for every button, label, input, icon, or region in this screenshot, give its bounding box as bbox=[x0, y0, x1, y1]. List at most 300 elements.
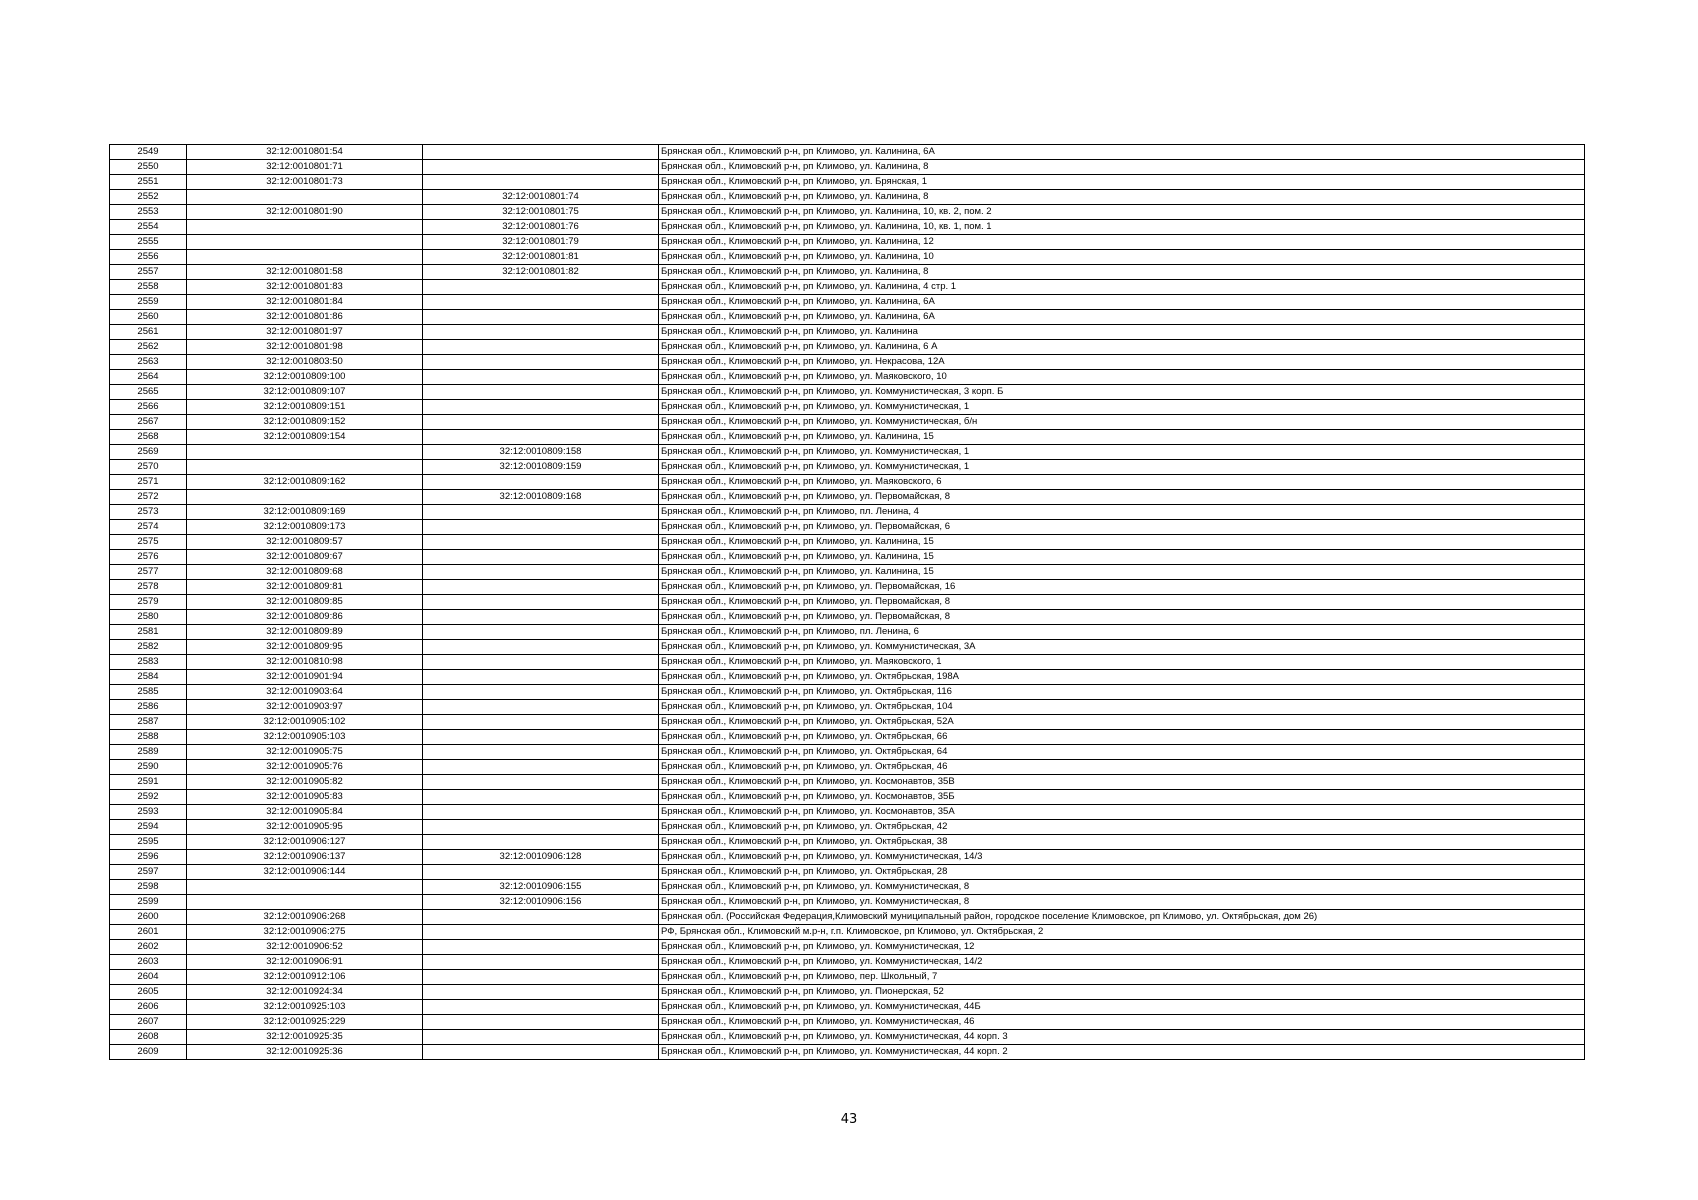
row-number-cell: 2569 bbox=[110, 445, 187, 460]
table-row bbox=[110, 895, 1585, 910]
address-cell: Брянская обл., Климовский р-н, рп Климово, ул. Калинина, 10, кв. 2, пом. 2 bbox=[659, 205, 1585, 220]
cadastral-number-cell: 32:12:0010912:106 bbox=[187, 970, 423, 985]
cadastral-number-cell: 32:12:0010809:95 bbox=[187, 640, 423, 655]
parent-cadastral-number-cell bbox=[423, 355, 659, 370]
row-number-cell: 2583 bbox=[110, 655, 187, 670]
parent-cadastral-number-cell bbox=[423, 550, 659, 565]
parent-cadastral-number-cell bbox=[423, 640, 659, 655]
parent-cadastral-number-cell bbox=[423, 700, 659, 715]
row-number-cell: 2565 bbox=[110, 385, 187, 400]
address-cell: Брянская обл., Климовский р-н, рп Климово, ул. Коммунистическая, б/н bbox=[659, 415, 1585, 430]
row-number-cell: 2587 bbox=[110, 715, 187, 730]
row-number-cell: 2568 bbox=[110, 430, 187, 445]
parent-cadastral-number-cell bbox=[423, 430, 659, 445]
cadastral-number-cell: 32:12:0010903:64 bbox=[187, 685, 423, 700]
address-cell: Брянская обл., Климовский р-н, рп Климово, ул. Космонавтов, 35В bbox=[659, 775, 1585, 790]
parent-cadastral-number-cell bbox=[423, 325, 659, 340]
row-number-cell: 2602 bbox=[110, 940, 187, 955]
parent-cadastral-number-cell bbox=[423, 475, 659, 490]
cadastral-number-cell: 32:12:0010906:144 bbox=[187, 865, 423, 880]
table-row bbox=[110, 205, 1585, 220]
address-cell: Брянская обл., Климовский р-н, рп Климово, ул. Космонавтов, 35А bbox=[659, 805, 1585, 820]
cadastral-number-cell: 32:12:0010905:76 bbox=[187, 760, 423, 775]
parent-cadastral-number-cell: 32:12:0010906:156 bbox=[423, 895, 659, 910]
parent-cadastral-number-cell: 32:12:0010809:159 bbox=[423, 460, 659, 475]
row-number-cell: 2582 bbox=[110, 640, 187, 655]
cadastral-number-cell: 32:12:0010925:229 bbox=[187, 1015, 423, 1030]
parent-cadastral-number-cell bbox=[423, 145, 659, 160]
address-cell: Брянская обл., Климовский р-н, рп Климово, ул. Октябрьская, 104 bbox=[659, 700, 1585, 715]
table-row bbox=[110, 430, 1585, 445]
row-number-cell: 2580 bbox=[110, 610, 187, 625]
address-cell: Брянская обл., Климовский р-н, рп Климово, ул. Первомайская, 8 bbox=[659, 610, 1585, 625]
table-row bbox=[110, 535, 1585, 550]
row-number-cell: 2595 bbox=[110, 835, 187, 850]
table-row bbox=[110, 850, 1585, 865]
address-cell: Брянская обл., Климовский р-н, рп Климово, ул. Первомайская, 6 bbox=[659, 520, 1585, 535]
row-number-cell: 2606 bbox=[110, 1000, 187, 1015]
table-row bbox=[110, 880, 1585, 895]
address-cell: Брянская обл., Климовский р-н, рп Климово, ул. Калинина, 6 А bbox=[659, 340, 1585, 355]
row-number-cell: 2567 bbox=[110, 415, 187, 430]
cadastral-number-cell: 32:12:0010801:84 bbox=[187, 295, 423, 310]
parent-cadastral-number-cell: 32:12:0010801:81 bbox=[423, 250, 659, 265]
parent-cadastral-number-cell bbox=[423, 280, 659, 295]
parent-cadastral-number-cell bbox=[423, 160, 659, 175]
address-cell: Брянская обл., Климовский р-н, рп Климово, ул. Коммунистическая, 14/3 bbox=[659, 850, 1585, 865]
address-cell: Брянская обл., Климовский р-н, рп Климово, ул. Первомайская, 8 bbox=[659, 595, 1585, 610]
parent-cadastral-number-cell bbox=[423, 955, 659, 970]
row-number-cell: 2562 bbox=[110, 340, 187, 355]
table-row bbox=[110, 745, 1585, 760]
table-row bbox=[110, 445, 1585, 460]
table-row bbox=[110, 370, 1585, 385]
table-row bbox=[110, 805, 1585, 820]
address-cell: Брянская обл., Климовский р-н, рп Климово, ул. Первомайская, 16 bbox=[659, 580, 1585, 595]
cadastral-number-cell bbox=[187, 880, 423, 895]
address-cell: Брянская обл., Климовский р-н, рп Климово, ул. Калинина, 6А bbox=[659, 145, 1585, 160]
address-cell: Брянская обл., Климовский р-н, рп Климово, ул. Маяковского, 6 bbox=[659, 475, 1585, 490]
parent-cadastral-number-cell: 32:12:0010906:128 bbox=[423, 850, 659, 865]
row-number-cell: 2577 bbox=[110, 565, 187, 580]
row-number-cell: 2570 bbox=[110, 460, 187, 475]
cadastral-number-cell: 32:12:0010906:275 bbox=[187, 925, 423, 940]
table-row bbox=[110, 520, 1585, 535]
row-number-cell: 2573 bbox=[110, 505, 187, 520]
cadastral-number-cell bbox=[187, 490, 423, 505]
cadastral-number-cell: 32:12:0010809:89 bbox=[187, 625, 423, 640]
row-number-cell: 2560 bbox=[110, 310, 187, 325]
cadastral-number-cell: 32:12:0010901:94 bbox=[187, 670, 423, 685]
address-cell: Брянская обл., Климовский р-н, рп Климово, ул. Октябрьская, 42 bbox=[659, 820, 1585, 835]
row-number-cell: 2576 bbox=[110, 550, 187, 565]
parent-cadastral-number-cell bbox=[423, 505, 659, 520]
parent-cadastral-number-cell bbox=[423, 655, 659, 670]
row-number-cell: 2556 bbox=[110, 250, 187, 265]
parent-cadastral-number-cell bbox=[423, 175, 659, 190]
row-number-cell: 2607 bbox=[110, 1015, 187, 1030]
table-row bbox=[110, 490, 1585, 505]
cadastral-number-cell bbox=[187, 190, 423, 205]
table-row bbox=[110, 940, 1585, 955]
parent-cadastral-number-cell bbox=[423, 1015, 659, 1030]
cadastral-number-cell: 32:12:0010803:50 bbox=[187, 355, 423, 370]
parent-cadastral-number-cell bbox=[423, 985, 659, 1000]
address-cell: Брянская обл., Климовский р-н, рп Климово, ул. Калинина, 15 bbox=[659, 550, 1585, 565]
table-row bbox=[110, 790, 1585, 805]
address-cell: Брянская обл., Климовский р-н, рп Климово, ул. Некрасова, 12А bbox=[659, 355, 1585, 370]
row-number-cell: 2588 bbox=[110, 730, 187, 745]
parent-cadastral-number-cell: 32:12:0010801:74 bbox=[423, 190, 659, 205]
address-cell: Брянская обл., Климовский р-н, рп Климово, ул. Коммунистическая, 14/2 bbox=[659, 955, 1585, 970]
table-row bbox=[110, 340, 1585, 355]
parent-cadastral-number-cell bbox=[423, 385, 659, 400]
parent-cadastral-number-cell bbox=[423, 685, 659, 700]
address-cell: Брянская обл., Климовский р-н, рп Климово, ул. Октябрьская, 64 bbox=[659, 745, 1585, 760]
address-cell: Брянская обл., Климовский р-н, рп Климово, ул. Маяковского, 1 bbox=[659, 655, 1585, 670]
cadastral-number-cell bbox=[187, 250, 423, 265]
address-cell: Брянская обл., Климовский р-н, рп Климово, ул. Октябрьская, 66 bbox=[659, 730, 1585, 745]
address-cell: Брянская обл., Климовский р-н, рп Климово, ул. Коммунистическая, 3А bbox=[659, 640, 1585, 655]
table-row bbox=[110, 355, 1585, 370]
cadastral-number-cell: 32:12:0010905:102 bbox=[187, 715, 423, 730]
table-row bbox=[110, 400, 1585, 415]
row-number-cell: 2592 bbox=[110, 790, 187, 805]
table-row bbox=[110, 670, 1585, 685]
parent-cadastral-number-cell bbox=[423, 580, 659, 595]
address-cell: Брянская обл., Климовский р-н, рп Климово, ул. Калинина, 8 bbox=[659, 160, 1585, 175]
cadastral-number-cell: 32:12:0010906:137 bbox=[187, 850, 423, 865]
cadastral-number-cell bbox=[187, 895, 423, 910]
parent-cadastral-number-cell bbox=[423, 415, 659, 430]
parent-cadastral-number-cell bbox=[423, 790, 659, 805]
cadastral-number-cell: 32:12:0010905:95 bbox=[187, 820, 423, 835]
cadastral-number-cell: 32:12:0010809:100 bbox=[187, 370, 423, 385]
cadastral-number-cell bbox=[187, 235, 423, 250]
cadastral-number-cell: 32:12:0010810:98 bbox=[187, 655, 423, 670]
parent-cadastral-number-cell bbox=[423, 775, 659, 790]
row-number-cell: 2600 bbox=[110, 910, 187, 925]
row-number-cell: 2551 bbox=[110, 175, 187, 190]
table-row bbox=[110, 310, 1585, 325]
table-row bbox=[110, 1015, 1585, 1030]
address-cell: Брянская обл., Климовский р-н, рп Климово, ул. Калинина, 15 bbox=[659, 565, 1585, 580]
row-number-cell: 2563 bbox=[110, 355, 187, 370]
table-row bbox=[110, 970, 1585, 985]
parent-cadastral-number-cell bbox=[423, 805, 659, 820]
cadastral-number-cell: 32:12:0010809:151 bbox=[187, 400, 423, 415]
row-number-cell: 2578 bbox=[110, 580, 187, 595]
table-row bbox=[110, 415, 1585, 430]
cadastral-number-cell: 32:12:0010801:86 bbox=[187, 310, 423, 325]
address-cell: Брянская обл., Климовский р-н, рп Климово, ул. Маяковского, 10 bbox=[659, 370, 1585, 385]
table-row bbox=[110, 925, 1585, 940]
table-row bbox=[110, 730, 1585, 745]
parent-cadastral-number-cell bbox=[423, 865, 659, 880]
row-number-cell: 2575 bbox=[110, 535, 187, 550]
address-cell: Брянская обл., Климовский р-н, рп Климово, пл. Ленина, 6 bbox=[659, 625, 1585, 640]
row-number-cell: 2566 bbox=[110, 400, 187, 415]
row-number-cell: 2598 bbox=[110, 880, 187, 895]
cadastral-number-cell bbox=[187, 460, 423, 475]
address-cell: Брянская обл., Климовский р-н, рп Климово, ул. Калинина, 15 bbox=[659, 430, 1585, 445]
address-cell: Брянская обл., Климовский р-н, рп Климово, ул. Калинина, 6А bbox=[659, 295, 1585, 310]
parent-cadastral-number-cell bbox=[423, 820, 659, 835]
table-row bbox=[110, 1045, 1585, 1060]
parent-cadastral-number-cell: 32:12:0010801:75 bbox=[423, 205, 659, 220]
row-number-cell: 2553 bbox=[110, 205, 187, 220]
row-number-cell: 2557 bbox=[110, 265, 187, 280]
address-cell: Брянская обл., Климовский р-н, рп Климово, ул. Октябрьская, 28 bbox=[659, 865, 1585, 880]
row-number-cell: 2597 bbox=[110, 865, 187, 880]
cadastral-number-cell: 32:12:0010801:73 bbox=[187, 175, 423, 190]
cadastral-number-cell: 32:12:0010801:58 bbox=[187, 265, 423, 280]
cadastral-number-cell: 32:12:0010801:97 bbox=[187, 325, 423, 340]
cadastral-number-cell: 32:12:0010801:54 bbox=[187, 145, 423, 160]
table-row bbox=[110, 190, 1585, 205]
row-number-cell: 2574 bbox=[110, 520, 187, 535]
parent-cadastral-number-cell bbox=[423, 595, 659, 610]
parent-cadastral-number-cell bbox=[423, 1045, 659, 1060]
row-number-cell: 2558 bbox=[110, 280, 187, 295]
row-number-cell: 2608 bbox=[110, 1030, 187, 1045]
table-row bbox=[110, 295, 1585, 310]
row-number-cell: 2593 bbox=[110, 805, 187, 820]
table-row bbox=[110, 175, 1585, 190]
row-number-cell: 2605 bbox=[110, 985, 187, 1000]
table-row bbox=[110, 460, 1585, 475]
cadastral-table bbox=[109, 144, 1585, 1060]
table-row bbox=[110, 565, 1585, 580]
cadastral-number-cell: 32:12:0010809:162 bbox=[187, 475, 423, 490]
row-number-cell: 2550 bbox=[110, 160, 187, 175]
row-number-cell: 2603 bbox=[110, 955, 187, 970]
page-number: 43 bbox=[840, 1112, 858, 1127]
cadastral-number-cell: 32:12:0010809:81 bbox=[187, 580, 423, 595]
cadastral-number-cell: 32:12:0010801:71 bbox=[187, 160, 423, 175]
address-cell: Брянская обл., Климовский р-н, рп Климово, ул. Калинина, 15 bbox=[659, 535, 1585, 550]
row-number-cell: 2594 bbox=[110, 820, 187, 835]
table-row bbox=[110, 985, 1585, 1000]
row-number-cell: 2591 bbox=[110, 775, 187, 790]
table-row bbox=[110, 145, 1585, 160]
table-row bbox=[110, 265, 1585, 280]
cadastral-number-cell: 32:12:0010906:91 bbox=[187, 955, 423, 970]
table-row bbox=[110, 1030, 1585, 1045]
parent-cadastral-number-cell bbox=[423, 535, 659, 550]
parent-cadastral-number-cell bbox=[423, 1000, 659, 1015]
cadastral-number-cell: 32:12:0010925:103 bbox=[187, 1000, 423, 1015]
parent-cadastral-number-cell bbox=[423, 835, 659, 850]
row-number-cell: 2584 bbox=[110, 670, 187, 685]
row-number-cell: 2601 bbox=[110, 925, 187, 940]
parent-cadastral-number-cell bbox=[423, 745, 659, 760]
row-number-cell: 2549 bbox=[110, 145, 187, 160]
address-cell: Брянская обл., Климовский р-н, рп Климово, ул. Коммунистическая, 44 корп. 3 bbox=[659, 1030, 1585, 1045]
address-cell: Брянская обл., Климовский р-н, рп Климово, ул. Октябрьская, 52А bbox=[659, 715, 1585, 730]
cadastral-number-cell: 32:12:0010809:67 bbox=[187, 550, 423, 565]
parent-cadastral-number-cell bbox=[423, 310, 659, 325]
parent-cadastral-number-cell bbox=[423, 970, 659, 985]
table-row bbox=[110, 475, 1585, 490]
parent-cadastral-number-cell: 32:12:0010801:79 bbox=[423, 235, 659, 250]
cadastral-number-cell: 32:12:0010925:35 bbox=[187, 1030, 423, 1045]
row-number-cell: 2604 bbox=[110, 970, 187, 985]
address-cell: Брянская обл., Климовский р-н, рп Климово, ул. Октябрьская, 38 bbox=[659, 835, 1585, 850]
table-row bbox=[110, 1000, 1585, 1015]
table-row bbox=[110, 835, 1585, 850]
table-row bbox=[110, 685, 1585, 700]
parent-cadastral-number-cell bbox=[423, 370, 659, 385]
address-cell: Брянская обл., Климовский р-н, рп Климово, ул. Коммунистическая, 46 bbox=[659, 1015, 1585, 1030]
table-row bbox=[110, 820, 1585, 835]
cadastral-number-cell: 32:12:0010903:97 bbox=[187, 700, 423, 715]
cadastral-number-cell: 32:12:0010801:90 bbox=[187, 205, 423, 220]
parent-cadastral-number-cell bbox=[423, 940, 659, 955]
row-number-cell: 2561 bbox=[110, 325, 187, 340]
row-number-cell: 2589 bbox=[110, 745, 187, 760]
table-row bbox=[110, 775, 1585, 790]
cadastral-number-cell bbox=[187, 445, 423, 460]
parent-cadastral-number-cell bbox=[423, 400, 659, 415]
parent-cadastral-number-cell bbox=[423, 670, 659, 685]
row-number-cell: 2572 bbox=[110, 490, 187, 505]
row-number-cell: 2559 bbox=[110, 295, 187, 310]
address-cell: Брянская обл., Климовский р-н, рп Климово, ул. Коммунистическая, 1 bbox=[659, 460, 1585, 475]
cadastral-number-cell: 32:12:0010905:83 bbox=[187, 790, 423, 805]
table-row bbox=[110, 250, 1585, 265]
table-row bbox=[110, 760, 1585, 775]
parent-cadastral-number-cell bbox=[423, 520, 659, 535]
table-row bbox=[110, 700, 1585, 715]
table-row bbox=[110, 610, 1585, 625]
parent-cadastral-number-cell bbox=[423, 625, 659, 640]
table-row bbox=[110, 220, 1585, 235]
row-number-cell: 2552 bbox=[110, 190, 187, 205]
address-cell: Брянская обл., Климовский р-н, рп Климово, ул. Коммунистическая, 3 корп. Б bbox=[659, 385, 1585, 400]
table-row bbox=[110, 595, 1585, 610]
row-number-cell: 2564 bbox=[110, 370, 187, 385]
parent-cadastral-number-cell bbox=[423, 610, 659, 625]
cadastral-number-cell: 32:12:0010809:152 bbox=[187, 415, 423, 430]
cadastral-number-cell: 32:12:0010809:85 bbox=[187, 595, 423, 610]
address-cell: Брянская обл., Климовский р-н, рп Климово, пл. Ленина, 4 bbox=[659, 505, 1585, 520]
parent-cadastral-number-cell: 32:12:0010801:76 bbox=[423, 220, 659, 235]
table-row bbox=[110, 715, 1585, 730]
cadastral-number-cell: 32:12:0010801:83 bbox=[187, 280, 423, 295]
row-number-cell: 2585 bbox=[110, 685, 187, 700]
cadastral-number-cell: 32:12:0010925:36 bbox=[187, 1045, 423, 1060]
address-cell: Брянская обл., Климовский р-н, рп Климово, ул. Калинина, 10 bbox=[659, 250, 1585, 265]
cadastral-number-cell: 32:12:0010905:75 bbox=[187, 745, 423, 760]
row-number-cell: 2555 bbox=[110, 235, 187, 250]
row-number-cell: 2590 bbox=[110, 760, 187, 775]
address-cell: РФ, Брянская обл., Климовский м.р-н, г.п. Климовское, рп Климово, ул. Октябрьская, 2 bbox=[659, 925, 1585, 940]
table-row bbox=[110, 160, 1585, 175]
table-row bbox=[110, 625, 1585, 640]
address-cell: Брянская обл., Климовский р-н, рп Климово, ул. Калинина, 6А bbox=[659, 310, 1585, 325]
cadastral-number-cell: 32:12:0010809:68 bbox=[187, 565, 423, 580]
address-cell: Брянская обл., Климовский р-н, рп Климово, ул. Коммунистическая, 12 bbox=[659, 940, 1585, 955]
cadastral-number-cell: 32:12:0010906:127 bbox=[187, 835, 423, 850]
row-number-cell: 2571 bbox=[110, 475, 187, 490]
cadastral-number-cell: 32:12:0010905:82 bbox=[187, 775, 423, 790]
address-cell: Брянская обл., Климовский р-н, рп Климово, ул. Космонавтов, 35Б bbox=[659, 790, 1585, 805]
cadastral-number-cell: 32:12:0010801:98 bbox=[187, 340, 423, 355]
address-cell: Брянская обл., Климовский р-н, рп Климово, ул. Первомайская, 8 bbox=[659, 490, 1585, 505]
table-row bbox=[110, 385, 1585, 400]
parent-cadastral-number-cell bbox=[423, 715, 659, 730]
table-row bbox=[110, 280, 1585, 295]
row-number-cell: 2609 bbox=[110, 1045, 187, 1060]
table-row bbox=[110, 640, 1585, 655]
cadastral-number-cell: 32:12:0010809:173 bbox=[187, 520, 423, 535]
address-cell: Брянская обл., Климовский р-н, рп Климово, ул. Калинина, 12 bbox=[659, 235, 1585, 250]
parent-cadastral-number-cell: 32:12:0010801:82 bbox=[423, 265, 659, 280]
address-cell: Брянская обл., Климовский р-н, рп Климово, ул. Коммунистическая, 8 bbox=[659, 895, 1585, 910]
row-number-cell: 2599 bbox=[110, 895, 187, 910]
cadastral-table-body bbox=[110, 145, 1585, 1060]
parent-cadastral-number-cell: 32:12:0010906:155 bbox=[423, 880, 659, 895]
address-cell: Брянская обл., Климовский р-н, рп Климово, ул. Октябрьская, 46 bbox=[659, 760, 1585, 775]
cadastral-number-cell: 32:12:0010905:103 bbox=[187, 730, 423, 745]
address-cell: Брянская обл., Климовский р-н, рп Климово, ул. Октябрьская, 198А bbox=[659, 670, 1585, 685]
address-cell: Брянская обл., Климовский р-н, рп Климово, ул. Калинина, 4 стр. 1 bbox=[659, 280, 1585, 295]
address-cell: Брянская обл., Климовский р-н, рп Климово, ул. Коммунистическая, 1 bbox=[659, 400, 1585, 415]
address-cell: Брянская обл. (Российская Федерация,Климовский муниципальный район, городское поселение Климовское, рп Климово, ул. Октябрьская, дом 26) bbox=[659, 910, 1585, 925]
table-row bbox=[110, 325, 1585, 340]
cadastral-number-cell: 32:12:0010906:268 bbox=[187, 910, 423, 925]
cadastral-number-cell: 32:12:0010809:86 bbox=[187, 610, 423, 625]
table-row bbox=[110, 655, 1585, 670]
row-number-cell: 2596 bbox=[110, 850, 187, 865]
table-row bbox=[110, 910, 1585, 925]
cadastral-number-cell: 32:12:0010809:57 bbox=[187, 535, 423, 550]
address-cell: Брянская обл., Климовский р-н, рп Климово, ул. Коммунистическая, 44 корп. 2 bbox=[659, 1045, 1585, 1060]
cadastral-number-cell: 32:12:0010906:52 bbox=[187, 940, 423, 955]
table-row bbox=[110, 580, 1585, 595]
parent-cadastral-number-cell bbox=[423, 730, 659, 745]
address-cell: Брянская обл., Климовский р-н, рп Климово, ул. Калинина, 10, кв. 1, пом. 1 bbox=[659, 220, 1585, 235]
row-number-cell: 2581 bbox=[110, 625, 187, 640]
address-cell: Брянская обл., Климовский р-н, рп Климово, ул. Коммунистическая, 1 bbox=[659, 445, 1585, 460]
cadastral-number-cell: 32:12:0010809:169 bbox=[187, 505, 423, 520]
row-number-cell: 2579 bbox=[110, 595, 187, 610]
parent-cadastral-number-cell: 32:12:0010809:158 bbox=[423, 445, 659, 460]
address-cell: Брянская обл., Климовский р-н, рп Климово, ул. Октябрьская, 116 bbox=[659, 685, 1585, 700]
table-row bbox=[110, 550, 1585, 565]
cadastral-number-cell: 32:12:0010809:154 bbox=[187, 430, 423, 445]
cadastral-number-cell: 32:12:0010905:84 bbox=[187, 805, 423, 820]
table-row bbox=[110, 865, 1585, 880]
address-cell: Брянская обл., Климовский р-н, рп Климово, ул. Калинина, 8 bbox=[659, 190, 1585, 205]
row-number-cell: 2554 bbox=[110, 220, 187, 235]
parent-cadastral-number-cell bbox=[423, 910, 659, 925]
cadastral-number-cell bbox=[187, 220, 423, 235]
row-number-cell: 2586 bbox=[110, 700, 187, 715]
table-row bbox=[110, 955, 1585, 970]
address-cell: Брянская обл., Климовский р-н, рп Климово, ул. Коммунистическая, 44Б bbox=[659, 1000, 1585, 1015]
table-row bbox=[110, 505, 1585, 520]
parent-cadastral-number-cell bbox=[423, 295, 659, 310]
address-cell: Брянская обл., Климовский р-н, рп Климово, пер. Школьный, 7 bbox=[659, 970, 1585, 985]
parent-cadastral-number-cell bbox=[423, 1030, 659, 1045]
address-cell: Брянская обл., Климовский р-н, рп Климово, ул. Калинина, 8 bbox=[659, 265, 1585, 280]
table-row bbox=[110, 235, 1585, 250]
cadastral-number-cell: 32:12:0010809:107 bbox=[187, 385, 423, 400]
parent-cadastral-number-cell bbox=[423, 340, 659, 355]
parent-cadastral-number-cell bbox=[423, 925, 659, 940]
